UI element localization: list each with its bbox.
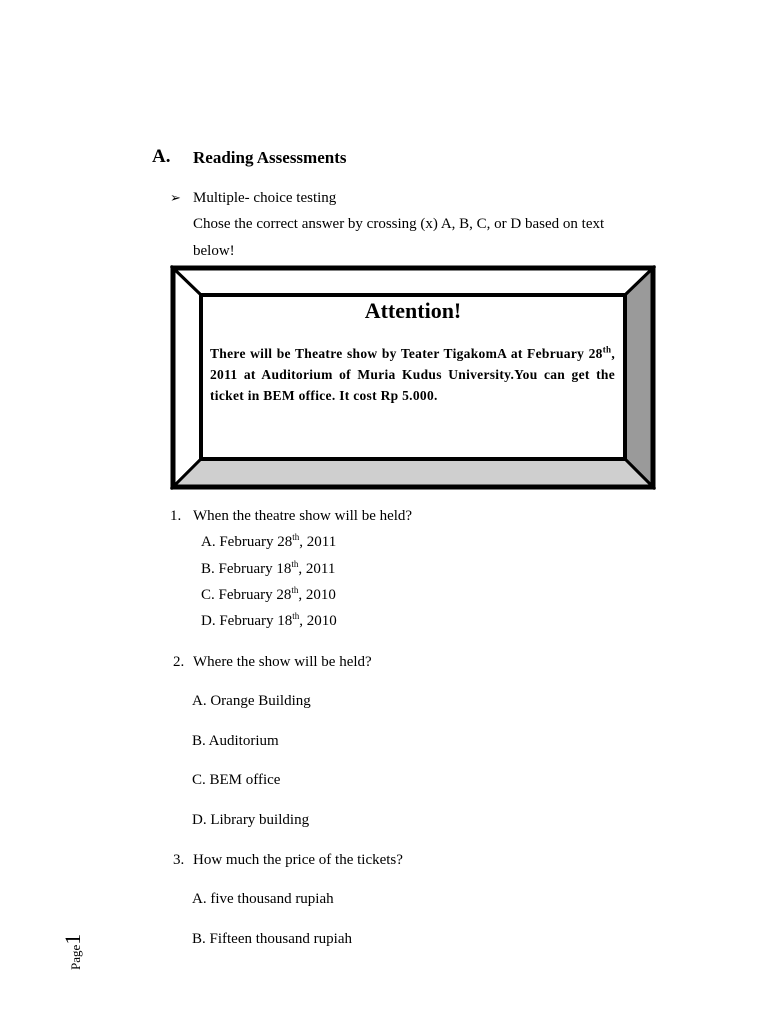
attention-notice-box [170, 265, 656, 490]
question-1-number: 1. [170, 508, 182, 524]
instruction-line-2: below! [193, 243, 235, 259]
question-1-option-c[interactable]: C. February 28th, 2010 [201, 585, 336, 603]
notice-title: Attention! [364, 298, 462, 323]
question-3-option-a[interactable]: A. five thousand rupiah [192, 891, 334, 907]
arrow-bullet-icon: ➢ [170, 190, 181, 205]
question-1-option-b[interactable]: B. February 18th, 2011 [201, 559, 336, 577]
question-1-option-d[interactable]: D. February 18th, 2010 [201, 611, 337, 629]
question-2-number: 2. [173, 654, 185, 670]
question-2-option-a[interactable]: A. Orange Building [192, 693, 311, 709]
question-1-text: When the theatre show will be held? [193, 508, 413, 524]
question-2-option-c[interactable]: C. BEM office [192, 772, 281, 788]
bullet-heading: Multiple- choice testing [193, 190, 337, 206]
section-title: Reading Assessments [193, 148, 347, 167]
question-3-option-b[interactable]: B. Fifteen thousand rupiah [192, 931, 352, 947]
question-3-number: 3. [173, 852, 185, 868]
question-1-option-a[interactable]: A. February 28th, 2011 [201, 532, 337, 550]
question-3-text: How much the price of the tickets? [193, 852, 403, 868]
question-2-text: Where the show will be held? [193, 654, 372, 670]
page-number-label: Page1 [60, 933, 85, 970]
notice-body: There will be Theatre show by Teater TigakomA at February 28th, 2011 at Auditorium of Muria Kudus University.You can get the ticket in BEM office. It cost Rp 5.000. [210, 344, 615, 403]
instruction-line-1: Chose the correct answer by crossing (x) A, B, C, or D based on text [193, 216, 605, 232]
section-letter: A. [152, 146, 171, 167]
question-2-option-d[interactable]: D. Library building [192, 812, 310, 828]
question-2-option-b[interactable]: B. Auditorium [192, 733, 279, 749]
